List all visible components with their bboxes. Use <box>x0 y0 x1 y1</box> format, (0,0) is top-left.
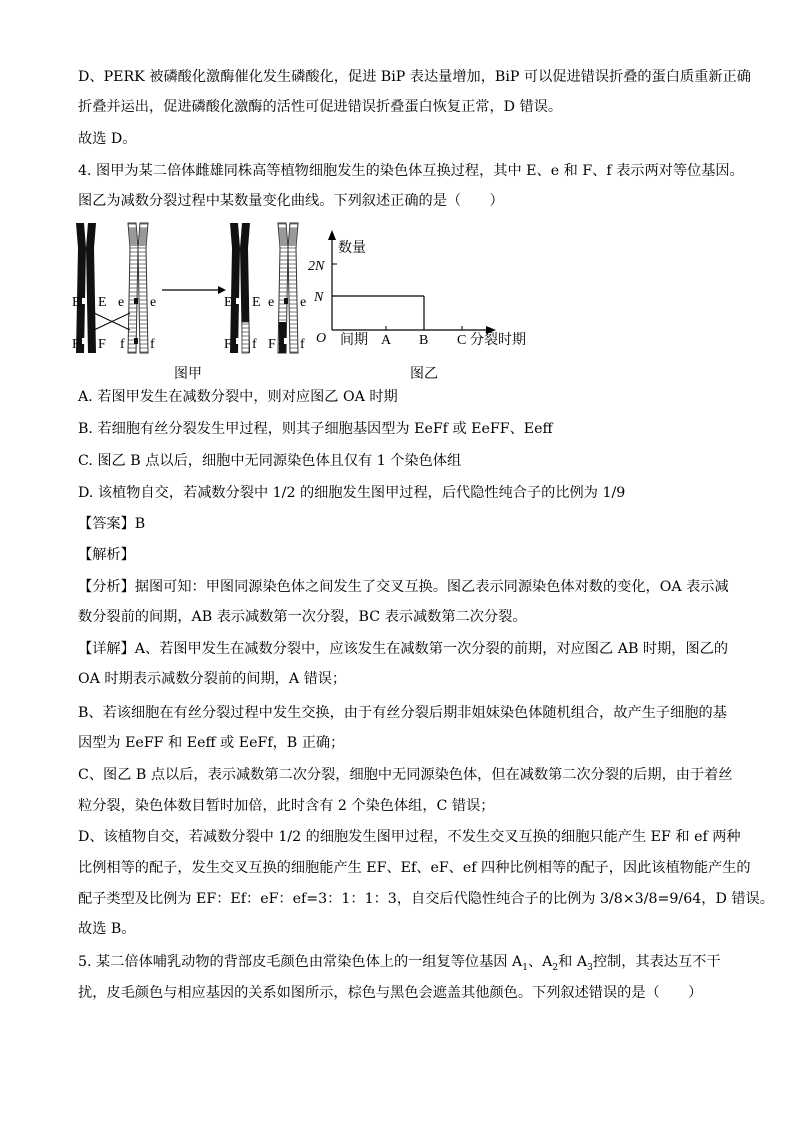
x-tick-label-A: A <box>381 333 392 348</box>
text-line: 折叠并运出，促进磷酸化激酶的活性可促进错误折叠蛋白恢复正常，D 错误。 <box>78 99 563 115</box>
gene-label: f <box>120 337 125 352</box>
detail-text: 【详解】A、若图甲发生在减数分裂中，应该发生在减数第一次分裂的前期，对应图乙 AB 时期，图乙的 <box>78 641 729 657</box>
option-b: B. 若细胞有丝分裂发生甲过程，则其子细胞基因型为 EeFf 或 EeFF、Eeff <box>78 421 553 437</box>
gene-label: e <box>118 295 125 310</box>
chart-yi <box>308 230 526 381</box>
question-5-line: 扰，皮毛颜色与相应基因的关系如图所示，棕色与黑色会遮盖其他颜色。下列叙述错误的是（ ） <box>78 985 703 1001</box>
question-5-line: 5. 某二倍体哺乳动物的背部皮毛颜色由常染色体上的一组复等位基因 $A_1$、$A_2$和 $A_3$控制，其表达互不干 <box>78 954 721 973</box>
chromosome-black-left <box>76 223 96 353</box>
detail-text: 故选 B。 <box>78 921 136 937</box>
gene-label: E <box>72 295 81 310</box>
gene-label: F <box>224 337 232 352</box>
detail-text: 比例相等的配子，发生交叉互换的细胞能产生 EF、Ef、eF、ef 四种比例相等的配子，因此该植物能产生的 <box>78 860 751 876</box>
option-c: C. 图乙 B 点以后，细胞中无同源染色体且仅有 1 个染色体组 <box>78 453 462 469</box>
origin-label: O <box>316 331 327 346</box>
x-tick-label-C: C <box>457 333 467 348</box>
analysis-heading: 【解析】 <box>78 547 135 563</box>
analysis-text: 数分裂前的间期，AB 表示减数第一次分裂，BC 表示减数第二次分裂。 <box>78 609 527 625</box>
gene-label: f <box>300 337 305 352</box>
x-label-interphase: 间期 <box>340 331 368 347</box>
gene-label: f <box>150 337 155 352</box>
y-axis-label: 数量 <box>338 239 366 255</box>
option-a: A. 若图甲发生在减数分裂中，则对应图乙 OA 时期 <box>78 389 398 405</box>
detail-text: 配子类型及比例为 EF：Ef：eF：ef=3：1：1：3，自交后代隐性纯合子的比例为 3/8×3/8=9/64，D 错误。 <box>78 891 774 907</box>
gene-label: E <box>252 295 261 310</box>
figure-caption-yi: 图乙 <box>410 365 438 381</box>
y-tick-label-N: N <box>314 290 324 305</box>
detail-text: OA 时期表示减数分裂前的间期，A 错误； <box>78 671 347 687</box>
detail-text: 因型为 EeFF 和 Eeff 或 EeFf，B 正确； <box>78 735 345 751</box>
chromosome-black-right <box>230 223 250 353</box>
detail-text: C、图乙 B 点以后，表示减数第二次分裂，细胞中无同源染色体，但在减数第二次分裂的后期，由于着丝 <box>78 767 733 783</box>
text-line: 故选 D。 <box>78 131 137 147</box>
analysis-text: 【分析】据图可知：甲图同源染色体之间发生了交叉互换。图乙表示同源染色体对数的变化，OA 表示减 <box>78 579 729 595</box>
question-4-line: 4. 图甲为某二倍体雌雄同株高等植物细胞发生的染色体互换过程，其中 E、e 和 F、f 表示两对等位基因。 <box>78 163 744 179</box>
question-4-line: 图乙为减数分裂过程中某数量变化曲线。下列叙述正确的是（ ） <box>78 193 504 209</box>
chromosome-gray-left <box>128 223 148 353</box>
gene-label: e <box>268 295 275 310</box>
detail-text: 粒分裂，染色体数目暂时加倍，此时含有 2 个染色体组，C 错误； <box>78 798 495 814</box>
chromosome-gray-right <box>278 223 298 353</box>
text-line: D、PERK 被磷酸化激酶催化发生磷酸化，促进 BiP 表达量增加，BiP 可以促进错误折叠的蛋白质重新正确 <box>78 69 751 85</box>
figure-jia-yi <box>70 218 540 388</box>
detail-text: B、若该细胞在有丝分裂过程中发生交换，由于有丝分裂后期非姐妹染色体随机组合，故产生子细胞的基 <box>78 705 727 721</box>
option-d: D. 该植物自交，若减数分裂中 1/2 的细胞发生图甲过程，后代隐性纯合子的比例为 1/9 <box>78 485 626 501</box>
gene-label: F <box>268 337 276 352</box>
x-tick-label-B: B <box>419 333 429 348</box>
arrow-icon <box>162 286 226 294</box>
y-tick-label-2N: 2N <box>308 259 325 274</box>
detail-text: D、该植物自交，若减数分裂中 1/2 的细胞发生图甲过程，不发生交叉互换的细胞只能产生 EF 和 ef 两种 <box>78 829 741 845</box>
gene-label: E <box>224 295 233 310</box>
figure-caption-jia: 图甲 <box>174 365 202 381</box>
gene-label: E <box>98 295 107 310</box>
gene-label: F <box>72 337 80 352</box>
gene-label: F <box>98 337 106 352</box>
gene-label: f <box>252 337 257 352</box>
x-axis-label: 分裂时期 <box>470 331 526 347</box>
figure-svg <box>70 218 540 388</box>
gene-label: e <box>150 295 157 310</box>
gene-label: e <box>300 295 307 310</box>
answer: 【答案】B <box>78 516 146 532</box>
y-axis-arrow-icon <box>328 230 336 240</box>
